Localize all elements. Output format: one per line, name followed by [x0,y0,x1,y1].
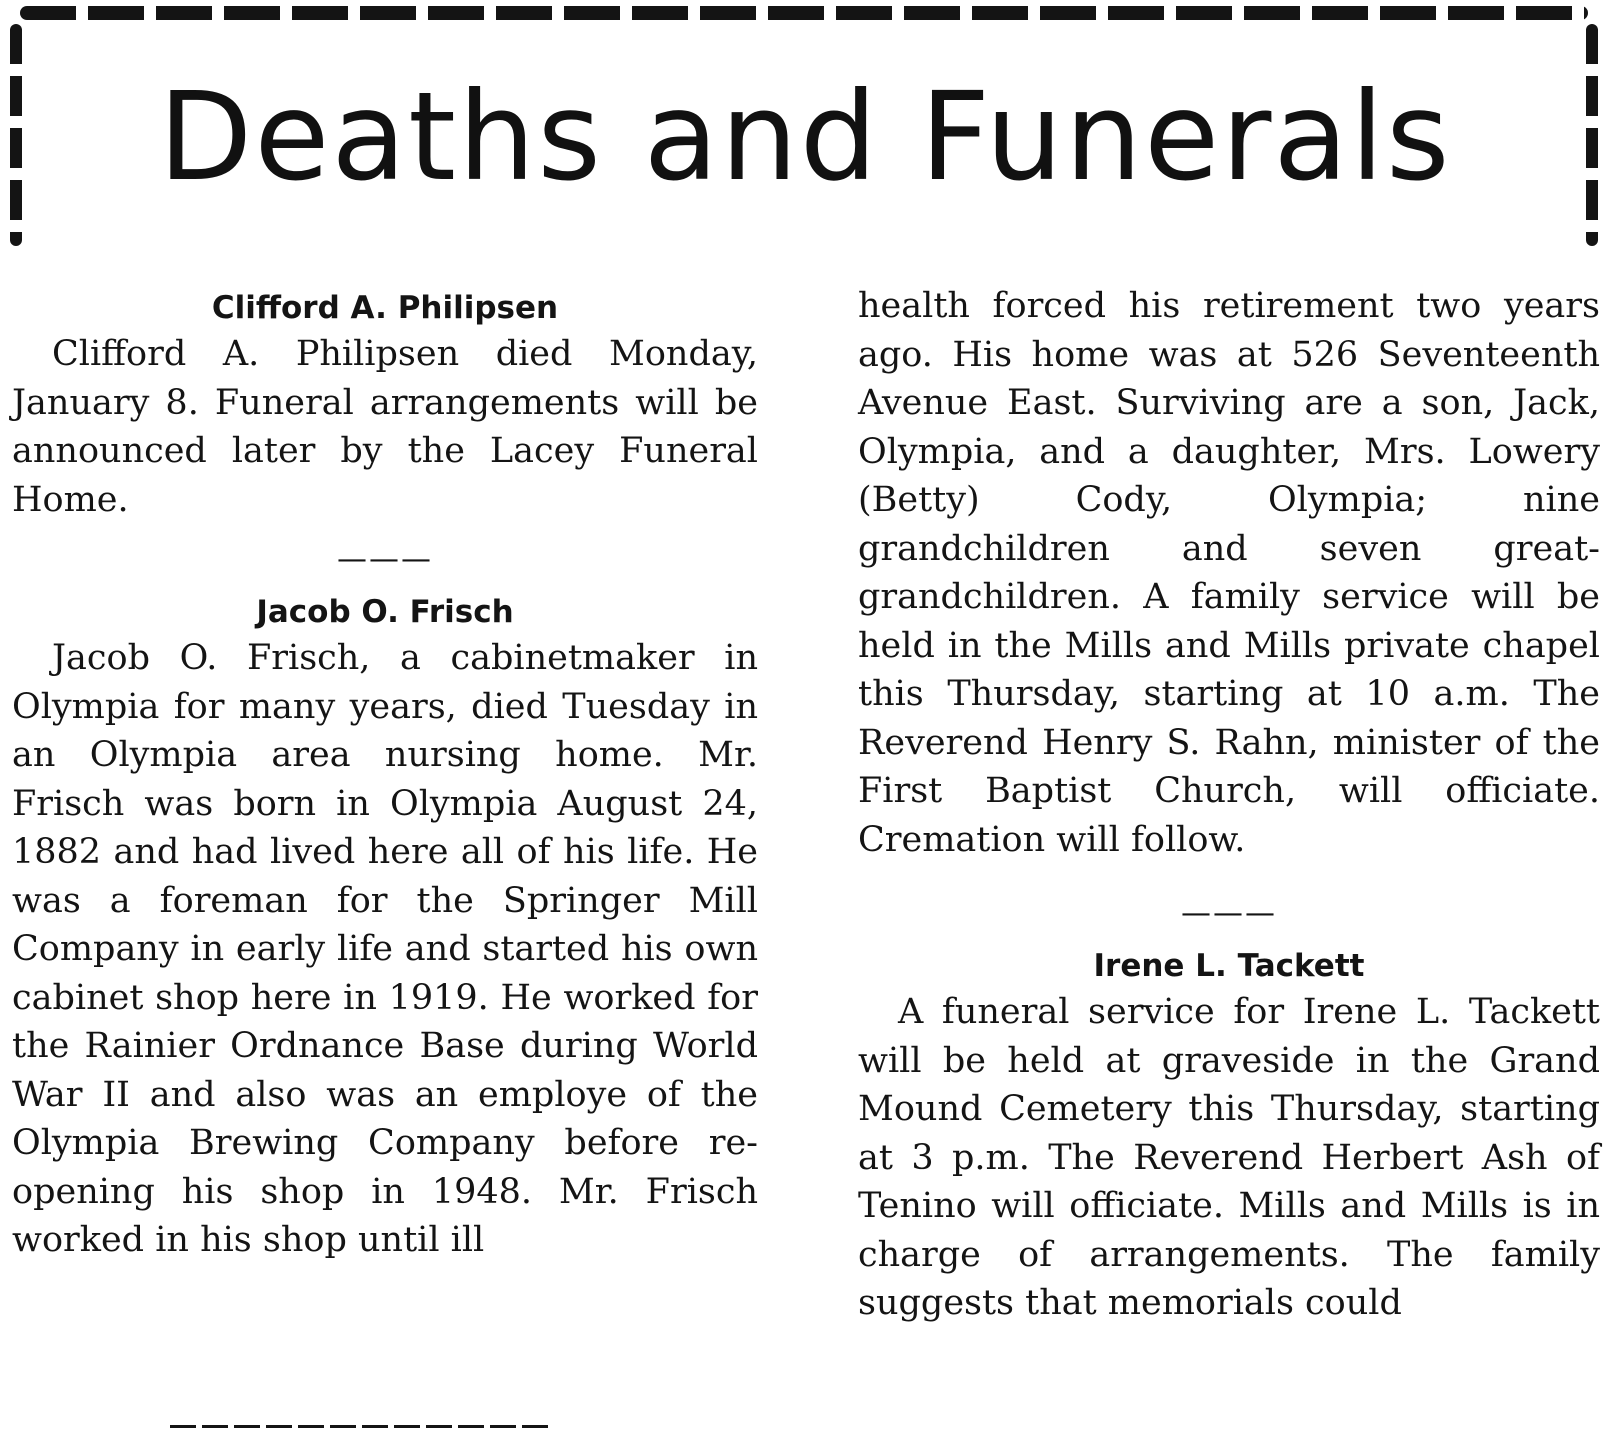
separator: ——— [1181,896,1277,931]
obituary-name: Jacob O. Frisch [256,594,514,630]
headline: Deaths and Funerals [158,66,1452,208]
right-column [858,282,1600,1328]
separator: ——— [337,542,433,577]
left-column [12,290,758,1265]
ornamental-border-top [20,6,1588,20]
ornamental-border-left [10,24,22,246]
column-end-rule [170,1425,550,1428]
ornamental-border-right [1586,24,1598,246]
obituary-continuation: health forced his retirement two years ago. His home was at 526 Seventeenth Avenue East. Surviving are a son, Jack, Olympia, and a daughter, Mrs. Lowery (Betty) Cody, Olympia; nine grandchildren and seven great-grandchildren. A family service will be held in the Mills and Mills private chapel this Thursday, starting at 10 a.m. The Reverend Henry S. Rahn, minister of the First Baptist Church, will officiate. Cremation will follow. [858,286,1600,860]
obituary-text: Clifford A. Philipsen died Monday, January 8. Funeral arrangements will be announced later by the Lacey Funeral Home. [12,334,758,520]
obituary-name: Clifford A. Philipsen [211,290,559,326]
obituary-name: Irene L. Tackett [1093,948,1365,984]
obituary-text: Jacob O. Frisch, a cabinetmaker in Olympia for many years, died Tuesday in an Olympia area nursing home. Mr. Frisch was born in Olympia August 24, 1882 and had lived here all of his life. He was a foreman for the Springer Mill Company in early life and started his own cabinet shop here in 1919. He worked for the Rainier Ordnance Base during World War II and also was an employe of the Olympia Brewing Company before re-opening his shop in 1948. Mr. Frisch worked in his shop until ill [12,638,758,1260]
obituary-text: A funeral service for Irene L. Tackett will be held at graveside in the Grand Mound Cemetery this Thursday, starting at 3 p.m. The Reverend Herbert Ash of Tenino will officiate. Mills and Mills is in charge of arrangements. The family suggests that memorials could [858,992,1600,1323]
